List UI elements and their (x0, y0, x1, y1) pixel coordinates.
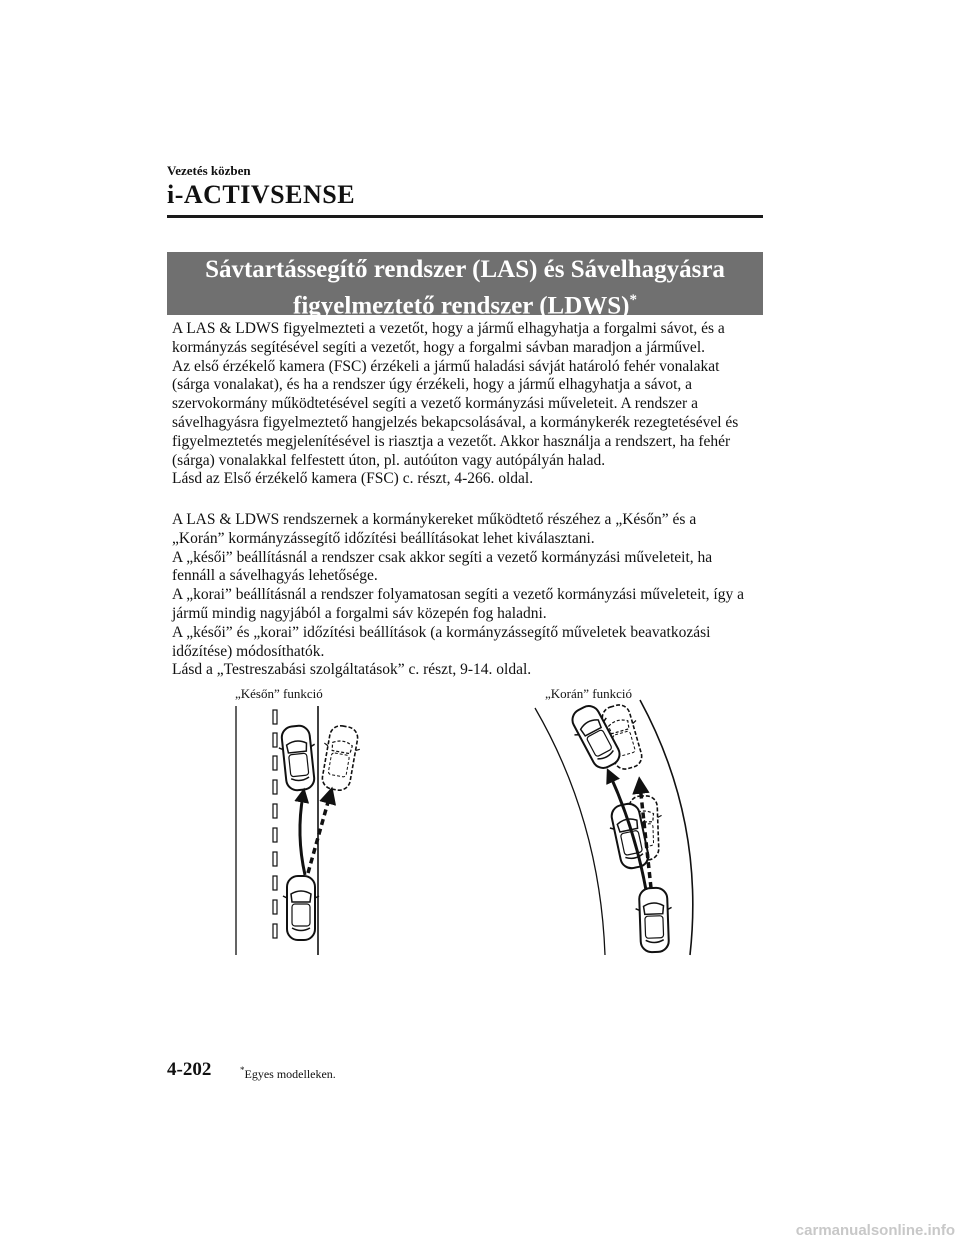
intro-line: kormányzás segítésével segíti a vezetőt, hogy a forgalmi sávban maradjon a járművel. (172, 338, 705, 356)
timing-line: időzítése) módosíthatók. (172, 642, 325, 660)
timing-line: A „késői” és „korai” időzítési beállítások (a kormányzássegítő műveletek beavatkozási (172, 623, 711, 641)
drift-path-arrow (308, 795, 330, 873)
car-corrected (277, 724, 319, 791)
footnote (240, 1065, 336, 1082)
timing-line: A „korai” beállításnál a rendszer folyamatosan segíti a vezető kormányzási műveleteit, így a (172, 586, 744, 604)
footnote-text: Egyes modelleken. (244, 1067, 336, 1081)
caption-late: „Későn” funkció (235, 686, 323, 701)
timing-link-line[interactable]: Lásd a „Testreszabási szolgáltatások” c. részt, 9-14. oldal. (172, 661, 532, 679)
intro-line: sávelhagyásra figyelmeztető hangjelzés bekapcsolásával, a kormánykerék rezegtetésével és (172, 413, 739, 431)
dashed-lane-marking (273, 710, 277, 938)
chapter-title: i-ACTIVSENSE (167, 180, 356, 209)
timing-line: A LAS & LDWS rendszernek a kormánykereket működtető részéhez a „Későn” és a (172, 511, 697, 528)
intro-line: szervokormány működtetésével segíti a vezető kormányzási műveleteit. A rendszer a (172, 395, 698, 413)
timing-line: „Korán” kormányzássegítő időzítési beállításokat lehet kiválasztani. (172, 529, 595, 547)
section-title: Vezetés közben (167, 163, 251, 178)
footnote-marker: * (240, 1065, 245, 1075)
intro-line: Az első érzékelő kamera (FSC) érzékeli a jármű haladási sávját határoló fehér vonalakat (172, 357, 720, 375)
intro-line: (sárga vonalakat), és ha a rendszer úgy érzékeli, hogy a jármű elhagyhatja a sávot, a (172, 376, 693, 394)
intro-line: A LAS & LDWS figyelmezteti a vezetőt, hogy a jármű elhagyhatja a forgalmi sávot, és a (172, 320, 725, 337)
intro-line: (sárga) vonalakkal felfestett úton, pl. autóúton vagy autópályán halad. (172, 451, 606, 469)
intro-link-line[interactable]: Lásd az Első érzékelő kamera (FSC) c. részt, 4-266. oldal. (172, 470, 534, 488)
car-outline-drifting (317, 723, 364, 792)
early-lane-scene (535, 700, 693, 955)
timing-line: A „késői” beállításnál a rendszer csak akkor segíti a vezető kormányzási műveleteit, ha (172, 548, 713, 566)
timing-line: jármű mindig nagyjából a forgalmi sáv közepén fog haladni. (172, 604, 547, 622)
banner-line-1: Sávtartássegítő rendszer (LAS) és Sávelhagyásra (205, 256, 725, 283)
intro-line: figyelmeztetés megjelenítésével is riasztja a vezetőt. Akkor használja a rendszert, ha fehér (172, 432, 731, 450)
timing-line: fennáll a sávelhagyás lehetősége. (172, 567, 378, 585)
late-lane-scene (236, 706, 363, 955)
corrected-path-arrow (300, 795, 305, 875)
banner-line-2: figyelmeztető rendszer (LDWS) (293, 292, 630, 320)
car-start (283, 876, 319, 940)
watermark-text: carmanualsonline.info (795, 1222, 955, 1239)
page-number: 4-202 (167, 1059, 212, 1080)
car-start (635, 887, 673, 952)
caption-early: „Korán” funkció (545, 686, 632, 701)
banner-footnote-marker: * (629, 292, 637, 308)
